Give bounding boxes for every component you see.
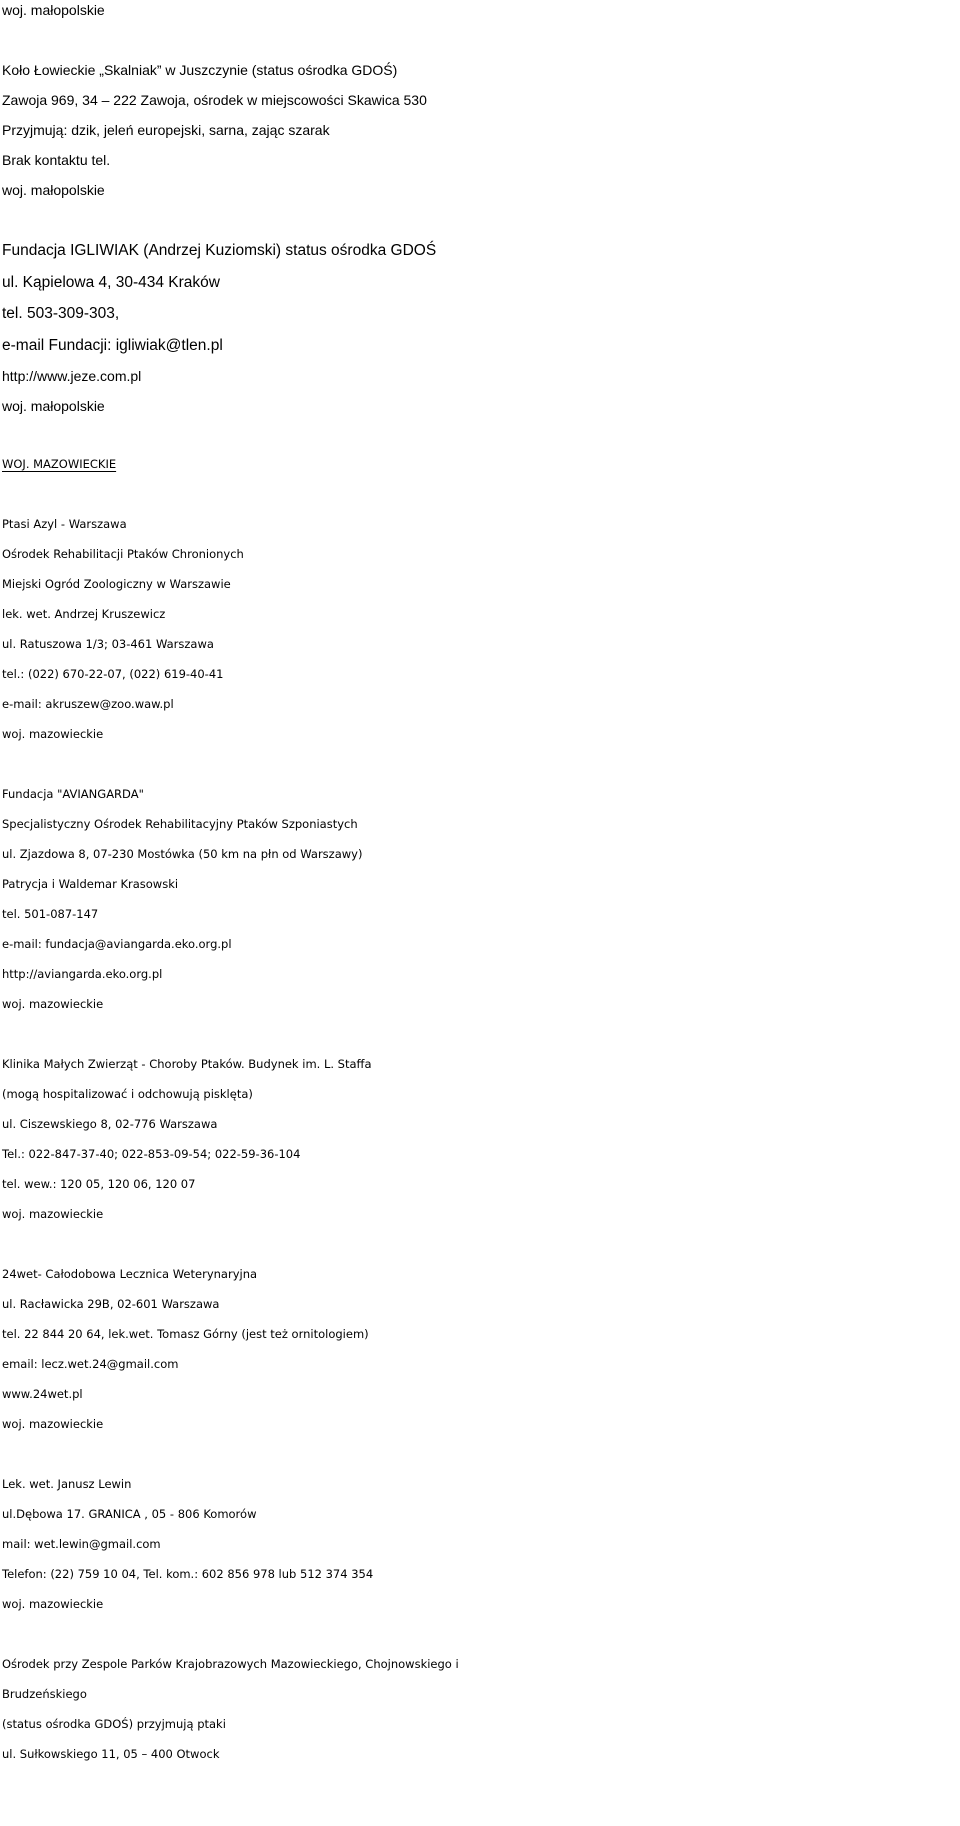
entry-region: woj. małopolskie xyxy=(2,182,105,198)
entry-region: woj. mazowieckie xyxy=(2,1207,104,1222)
entry-ptasi-azyl xyxy=(2,509,958,749)
entry-klinika xyxy=(2,1049,958,1229)
entry-igliwiak xyxy=(2,235,958,421)
spacer xyxy=(2,25,958,55)
entry-address: ul. Ratuszowa 1/3; 03-461 Warszawa xyxy=(2,637,214,652)
entry-email: e-mail: akruszew@zoo.waw.pl xyxy=(2,697,174,712)
entry-species: Przyjmują: dzik, jeleń europejski, sarna, zając szarak xyxy=(2,122,330,138)
entry-www: http://www.jeze.com.pl xyxy=(2,368,142,385)
entry-name: Koło Łowieckie „Skalniak” w Juszczynie (status ośrodka GDOŚ) xyxy=(2,62,398,78)
entry-address: ul. Sułkowskiego 11, 05 – 400 Otwock xyxy=(2,1747,220,1762)
entry-email: e-mail: fundacja@aviangarda.eko.org.pl xyxy=(2,937,232,952)
entry-phone: Telefon: (22) 759 10 04, Tel. kom.: 602 856 978 lub 512 374 354 xyxy=(2,1567,374,1582)
entry-aviangarda xyxy=(2,779,958,1019)
entry-region: woj. mazowieckie xyxy=(2,1597,104,1612)
entry-address: ul. Zjazdowa 8, 07-230 Mostówka (50 km na płn od Warszawy) xyxy=(2,847,363,862)
entry-lewin xyxy=(2,1469,958,1619)
entry-phone: tel. 22 844 20 64, lek.wet. Tomasz Górny (jest też ornitologiem) xyxy=(2,1327,369,1342)
spacer xyxy=(2,1229,958,1259)
entry-region: woj. małopolskie xyxy=(2,398,105,415)
entry-name: Klinika Małych Zwierząt - Choroby Ptaków. Budynek im. L. Staffa xyxy=(2,1057,372,1072)
entry-www: http://aviangarda.eko.org.pl xyxy=(2,967,163,982)
entry-phone: tel. 501-087-147 xyxy=(2,907,99,922)
entry-email: mail: wet.lewin@gmail.com xyxy=(2,1537,161,1552)
entry-address: ul. Kąpielowa 4, 30-434 Kraków xyxy=(2,273,220,291)
entry-subtitle: Specjalistyczny Ośrodek Rehabilitacyjny Ptaków Szponiastych xyxy=(2,817,358,832)
spacer xyxy=(2,1619,958,1649)
entry-status: (status ośrodka GDOŚ) przyjmują ptaki xyxy=(2,1717,226,1732)
entry-person: lek. wet. Andrzej Kruszewicz xyxy=(2,607,166,622)
entry-name: Fundacja IGLIWIAK (Andrzej Kuziomski) status ośrodka GDOŚ xyxy=(2,242,437,259)
entry-address: ul. Racławicka 29B, 02-601 Warszawa xyxy=(2,1297,220,1312)
entry-name: Ptasi Azyl - Warszawa xyxy=(2,517,127,532)
entry-phone-internal: tel. wew.: 120 05, 120 06, 120 07 xyxy=(2,1177,196,1192)
entry-note: (mogą hospitalizować i odchowują pisklęta) xyxy=(2,1087,253,1102)
entry-name: Fundacja "AVIANGARDA" xyxy=(2,787,144,802)
spacer xyxy=(2,479,958,509)
voivodeship-heading: WOJ. MAZOWIECKIE xyxy=(2,457,117,472)
entry-subtitle: Ośrodek Rehabilitacji Ptaków Chronionych xyxy=(2,547,244,562)
entry-name: Lek. wet. Janusz Lewin xyxy=(2,1477,132,1492)
entry-email: e-mail Fundacji: igliwiak@tlen.pl xyxy=(2,336,223,354)
region-label: woj. małopolskie xyxy=(2,2,105,18)
entry-24wet xyxy=(2,1259,958,1439)
spacer xyxy=(2,205,958,235)
entry-kolo-skalniak xyxy=(2,55,958,205)
entry-phone: Brak kontaktu tel. xyxy=(2,152,111,168)
entry-phone: tel.: (022) 670-22-07, (022) 619-40-41 xyxy=(2,667,224,682)
entry-name-continued: Brudzeńskiego xyxy=(2,1687,87,1702)
entry-name: 24wet- Całodobowa Lecznica Weterynaryjna xyxy=(2,1267,258,1282)
entry-subtitle: Miejski Ogród Zoologiczny w Warszawie xyxy=(2,577,231,592)
entry-address: ul.Dębowa 17. GRANICA , 05 - 806 Komorów xyxy=(2,1507,257,1522)
entry-www: www.24wet.pl xyxy=(2,1387,83,1402)
entry-person: Patrycja i Waldemar Krasowski xyxy=(2,877,179,892)
entry-address: ul. Ciszewskiego 8, 02-776 Warszawa xyxy=(2,1117,218,1132)
document-page xyxy=(2,0,958,1769)
spacer xyxy=(2,421,958,449)
entry-phone: tel. 503-309-303, xyxy=(2,305,120,323)
entry-region: woj. mazowieckie xyxy=(2,997,104,1012)
entry-name: Ośrodek przy Zespole Parków Krajobrazowych Mazowieckiego, Chojnowskiego i xyxy=(2,1657,459,1672)
spacer xyxy=(2,1019,958,1049)
spacer xyxy=(2,1439,958,1469)
entry-region: woj. mazowieckie xyxy=(2,1417,104,1432)
entry-address: Zawoja 969, 34 – 222 Zawoja, ośrodek w miejscowości Skawica 530 xyxy=(2,92,427,108)
entry-email: email: lecz.wet.24@gmail.com xyxy=(2,1357,179,1372)
entry-zespol-parkow xyxy=(2,1649,958,1769)
entry-phone: Tel.: 022-847-37-40; 022-853-09-54; 022-59-36-104 xyxy=(2,1147,301,1162)
entry-region: woj. mazowieckie xyxy=(2,727,104,742)
spacer xyxy=(2,749,958,779)
